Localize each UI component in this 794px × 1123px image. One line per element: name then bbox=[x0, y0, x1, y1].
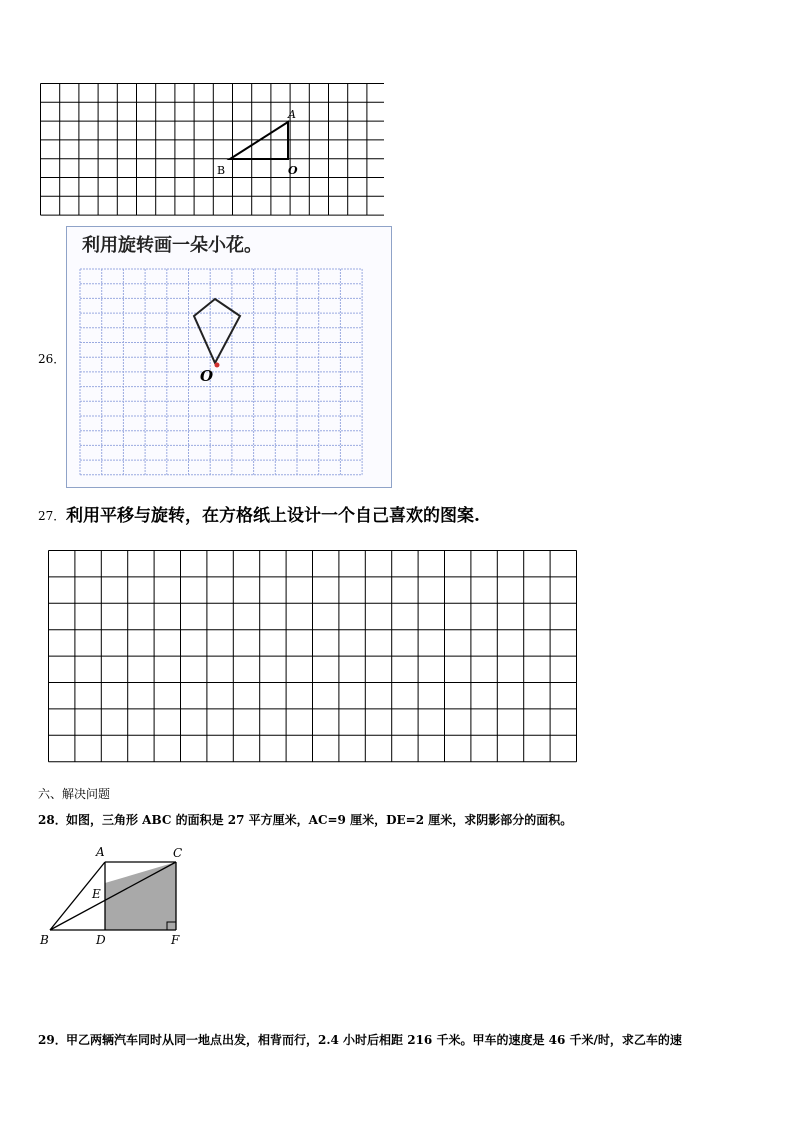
triangle-grid-figure bbox=[38, 82, 384, 218]
triangle-area-figure bbox=[36, 842, 196, 950]
label-b-28: B bbox=[40, 933, 49, 947]
label-e-28: E bbox=[92, 887, 101, 901]
section-title: 六、解决问题 bbox=[38, 787, 111, 801]
rotation-flower-image bbox=[66, 226, 392, 488]
question-28-number: 28． bbox=[38, 813, 67, 827]
label-f-28: F bbox=[171, 933, 180, 947]
question-29-text: 甲乙两辆汽车同时从同一地点出发，相背而行，2.4 小时后相距 216 千米。甲车的速度是 46 千米/时，求乙车的速 bbox=[66, 1033, 682, 1047]
image-title: 利用旋转画一朵小花。 bbox=[82, 235, 262, 256]
question-27-text: 利用平移与旋转，在方格纸上设计一个自己喜欢的图案. bbox=[66, 506, 480, 526]
shaded-region bbox=[105, 862, 176, 930]
question-29-number: 29． bbox=[38, 1033, 67, 1047]
question-26-number: 26． bbox=[38, 352, 66, 366]
rotation-center-point bbox=[215, 363, 220, 368]
label-c-28: C bbox=[173, 846, 183, 860]
label-o: O bbox=[288, 164, 298, 177]
label-a-28: A bbox=[96, 845, 105, 859]
triangle-abo bbox=[230, 122, 288, 159]
label-d-28: D bbox=[96, 933, 106, 947]
question-28-text: 如图，三角形 ABC 的面积是 27 平方厘米，AC=9 厘米，DE=2 厘米，求阴影部分的面积。 bbox=[66, 813, 573, 827]
label-b: B bbox=[217, 164, 226, 177]
blank-grid-paper bbox=[46, 548, 580, 764]
label-o-center: O bbox=[200, 367, 214, 385]
question-27-number: 27． bbox=[38, 509, 66, 523]
label-a: A bbox=[288, 108, 296, 121]
